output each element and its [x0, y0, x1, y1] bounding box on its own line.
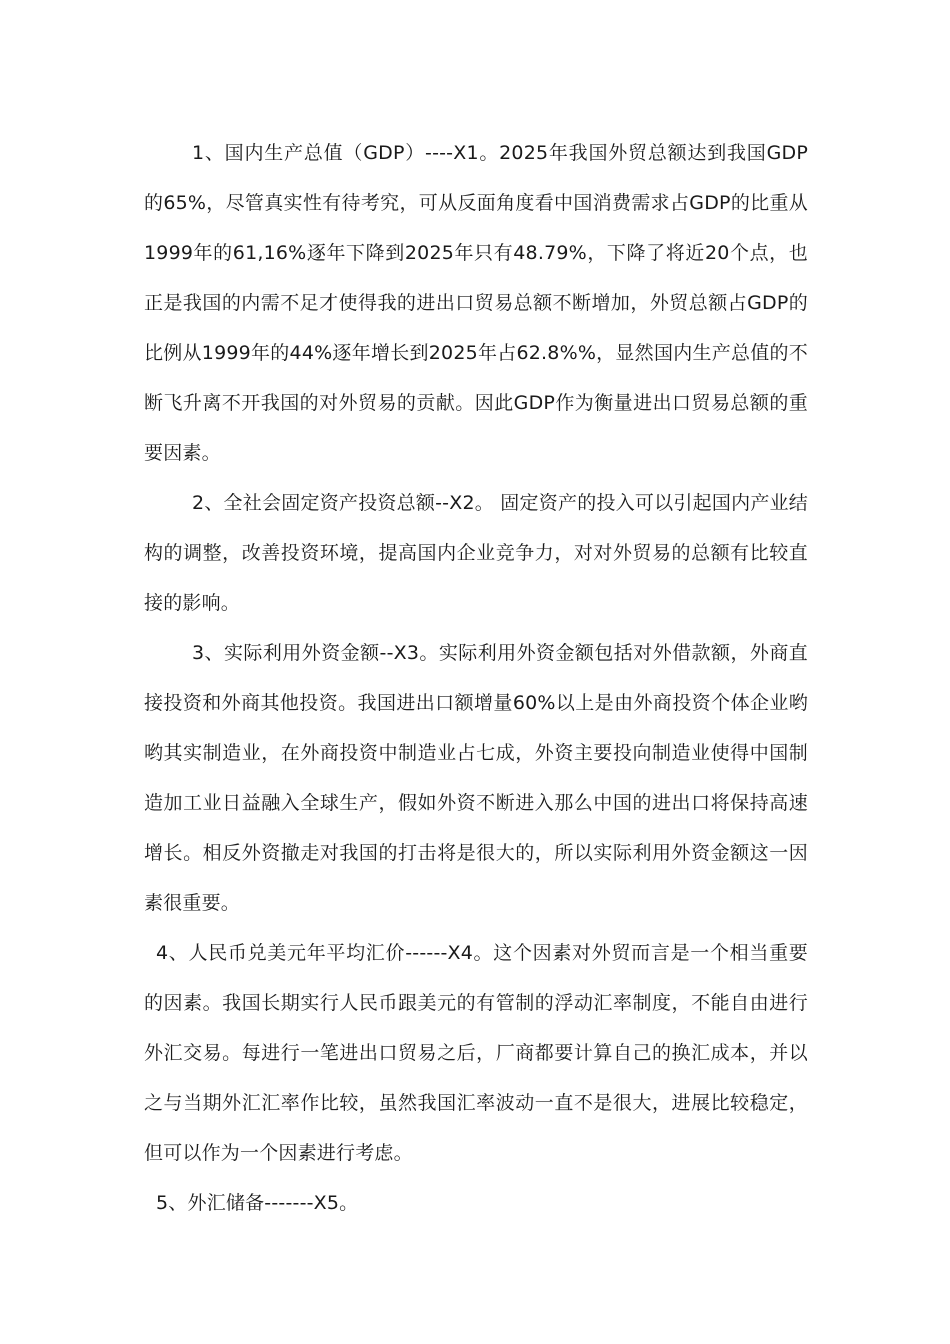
paragraph-foreign-investment-x3: 3、实际利用外资金额--X3。实际利用外资金额包括对外借款额，外商直接投资和外商其他投资。我国进出口额增量60%以上是由外商投资个体企业哟哟其实制造业，在外商投资中制造业占七成，外资主要投向制造业使得中国制造加工业日益融入全球生产，假如外资不断进入那么中国的进出口将保持高速增长。相反外资撤走对我国的打击将是很大的，所以实际利用外资金额这一因素很重要。 — [144, 642, 808, 914]
paragraph-gdp-x1: 1、国内生产总值（GDP）----X1。2025年我国外贸总额达到我国GDP的65%，尽管真实性有待考究，可从反面角度看中国消费需求占GDP的比重从1999年的61,16%逐年下降到2025年只有48.79%，下降了将近20个点，也正是我国的内需不足才使得我的进出口贸易总额不断增加，外贸总额占GDP的比例从1999年的44%逐年增长到2025年占62.8%%，显然国内生产总值的不断飞升离不开我国的对外贸易的贡献。因此GDP作为衡量进出口贸易总额的重要因素。 — [144, 142, 808, 464]
paragraph-forex-reserves-x5: 5、外汇储备-------X5。 — [156, 1192, 359, 1214]
paragraph-exchange-rate-x4: 4、人民币兑美元年平均汇价------X4。这个因素对外贸而言是一个相当重要的因素。我国长期实行人民币跟美元的有管制的浮动汇率制度，不能自由进行外汇交易。每进行一笔进出口贸易之后，厂商都要计算自己的换汇成本，并以之与当期外汇汇率作比较，虽然我国汇率波动一直不是很大，进展比较稳定，但可以作为一个因素进行考虑。 — [144, 942, 808, 1164]
document-body — [144, 128, 808, 1228]
paragraph-fixed-asset-investment-x2: 2、全社会固定资产投资总额--X2。 固定资产的投入可以引起国内产业结构的调整，改善投资环境，提高国内企业竞争力，对对外贸易的总额有比较直接的影响。 — [144, 492, 808, 614]
